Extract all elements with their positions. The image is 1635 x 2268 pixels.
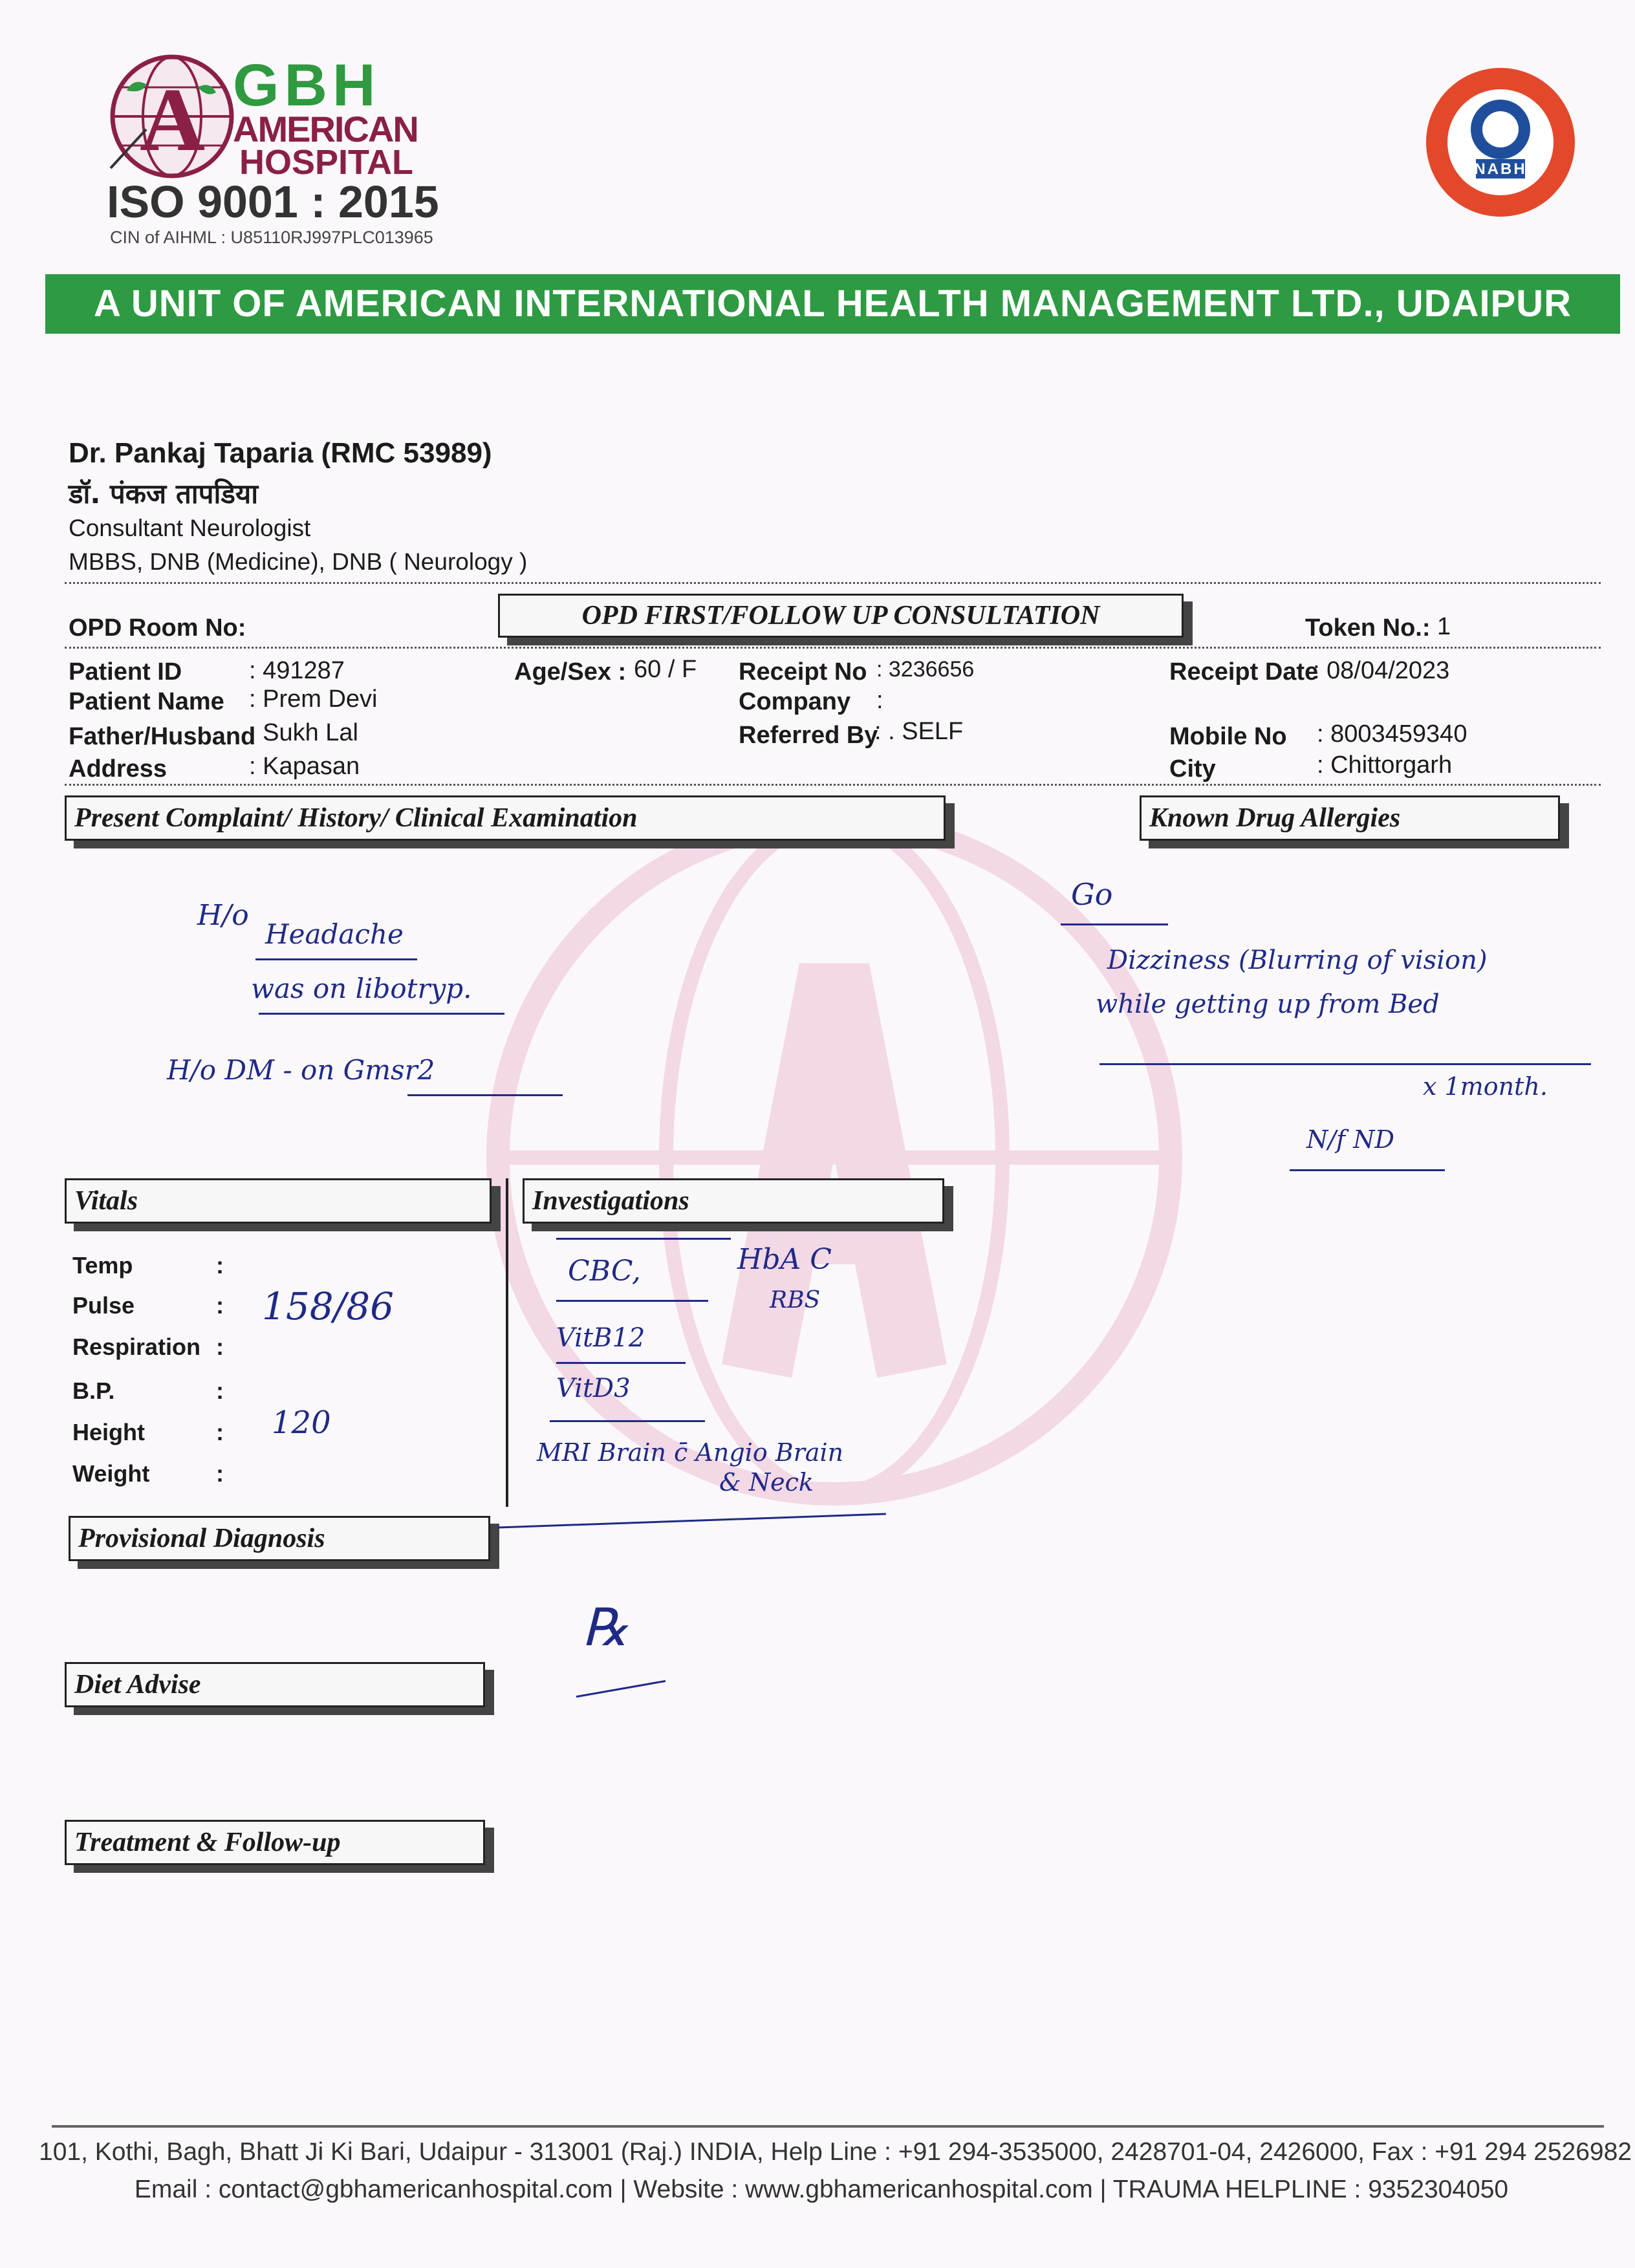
section-complaint: Present Complaint/ History/ Clinical Examination [65,795,946,841]
doctor-name-hindi: डॉ. पंकज तापडिया [69,478,259,510]
section-allergies: Known Drug Allergies [1140,795,1560,841]
doctor-name: Dr. Pankaj Taparia (RMC 53989) [69,437,492,469]
mobile-no-label: Mobile No [1169,723,1287,750]
vital-pulse-colon: : [216,1292,224,1319]
city-value: : Chittorgarh [1317,751,1453,779]
hw-underline [550,1420,705,1422]
doctor-qualifications: MBBS, DNB (Medicine), DNB ( Neurology ) [69,548,528,575]
vital-weight-label: Weight [72,1460,150,1487]
hw-underline [556,1238,731,1240]
vital-height-label: Height [72,1419,145,1445]
vital-height-colon: : [216,1419,224,1445]
divider [65,582,1601,584]
hw-allergy-go: Go [1071,877,1113,912]
consultation-title [498,594,1184,638]
vital-respiration-label: Respiration [72,1334,201,1360]
hw-complaint-medication: was on libotryp. [251,973,472,1004]
footer-divider [52,2125,1604,2128]
receipt-no-label: Receipt No [739,658,867,686]
hw-allergy-bed: while getting up from Bed [1096,989,1440,1019]
vitals-divider [506,1178,508,1507]
address-value: : Kapasan [249,753,360,780]
cin-number: CIN of AIHML : U85110RJ997PLC013965 [110,228,433,247]
patient-name-label: Patient Name [69,688,224,715]
hw-underline [556,1300,708,1302]
hw-underline [255,958,417,960]
age-sex-label: Age/Sex : [514,658,627,686]
section-diet: Diet Advise [65,1662,485,1707]
vital-respiration-colon: : [216,1334,224,1360]
hw-complaint-ho: H/o [197,899,249,932]
hw-weight-value: 120 [272,1405,331,1441]
iso-certification: ISO 9001 : 2015 [107,177,439,227]
token-value: 1 [1437,613,1451,640]
logo-line-american: AMERICAN [233,109,418,149]
hw-complaint-headache: Headache [265,918,404,950]
hw-underline [407,1094,563,1096]
hw-underline [1099,1063,1591,1065]
hw-inv-neck: & Neck [719,1468,814,1496]
section-treatment: Treatment & Follow-up [65,1820,485,1865]
footer-contact: Email : contact@gbhamericanhospital.com | Website : www.gbhamericanhospital.com | TRAUMA HELPLINE : 9352304050 [134,2176,1509,2203]
footer-address: 101, Kothi, Bagh, Bhatt Ji Ki Bari, Udaipur - 313001 (Raj.) INDIA, Help Line : +91 294-3535000, 2428701-04, 2426000, Fax : +91 294 2526982 [39,2138,1632,2166]
vital-weight-colon: : [216,1460,224,1487]
hw-inv-hba: HbA C [737,1243,832,1276]
doctor-designation: Consultant Neurologist [69,515,311,541]
emblem-letter: A [140,70,206,170]
father-husband-value: : Sukh Lal [249,719,358,746]
hw-underline [1061,923,1168,925]
vital-temp-colon: : [216,1252,224,1279]
hw-complaint-dm: H/o DM - on Gmsr2 [167,1054,435,1086]
hw-allergy-nfnd: N/f ND [1306,1125,1394,1154]
section-diagnosis: Provisional Diagnosis [69,1516,490,1561]
hw-underline [556,1362,686,1364]
section-vitals: Vitals [65,1178,492,1224]
token-label: Token No.: [1305,614,1431,642]
logo-line-hospital: HOSPITAL [239,143,413,182]
mobile-no-value: : 8003459340 [1317,720,1467,748]
receipt-no-value: : 3236656 [876,657,975,682]
receipt-date-label: Receipt Date [1169,658,1319,686]
hw-inv-vitb12: VitB12 [556,1323,645,1353]
hw-underline [259,1013,504,1015]
hospital-unit-banner: A UNIT OF AMERICAN INTERNATIONAL HEALTH MANAGEMENT LTD., UDAIPUR [45,274,1620,334]
hw-underline [576,1680,666,1698]
company-label: Company [739,688,851,715]
hw-inv-rbs: RBS [770,1287,821,1313]
hw-bp-value: 158/86 [262,1284,395,1328]
hw-allergy-duration: x 1month. [1423,1072,1548,1101]
hw-underline [1290,1169,1445,1171]
city-label: City [1169,755,1216,783]
patient-name-value: : Prem Devi [249,686,378,713]
nabh-seal-icon [1423,65,1578,220]
patient-id-value: : 491287 [249,657,345,684]
vital-pulse-label: Pulse [72,1292,135,1319]
hw-underline [498,1513,886,1529]
consultation-title-text: OPD FIRST/FOLLOW UP CONSULTATION [581,601,1100,631]
receipt-date-value: : 08/04/2023 [1313,657,1450,684]
age-sex-value: 60 / F [634,656,697,683]
hw-inv-mri: MRI Brain c̄ Angio Brain [537,1438,844,1467]
hw-allergy-dizziness: Dizziness (Blurring of vision) [1107,945,1488,975]
divider [65,647,1601,649]
hw-rx-symbol: ℞ [582,1597,629,1658]
opd-room-label: OPD Room No: [69,614,246,642]
referred-by-label: Referred By [739,722,878,749]
address-label: Address [69,755,168,783]
nabh-label: NABH [1474,160,1527,178]
hw-inv-vitd3: VitD3 [556,1374,631,1403]
divider [65,784,1601,786]
patient-id-label: Patient ID [69,658,182,686]
vital-bp-label: B.P. [72,1377,115,1404]
hw-inv-cbc: CBC, [568,1255,641,1288]
section-investigations: Investigations [523,1178,944,1224]
company-value: : [876,687,883,714]
vital-bp-colon: : [216,1377,224,1404]
father-husband-label: Father/Husband [69,723,256,750]
vital-temp-label: Temp [72,1252,133,1279]
nabh-badge [1423,65,1578,220]
logo-brand: GBH [233,52,381,118]
referred-by-value: : . SELF [874,718,964,745]
